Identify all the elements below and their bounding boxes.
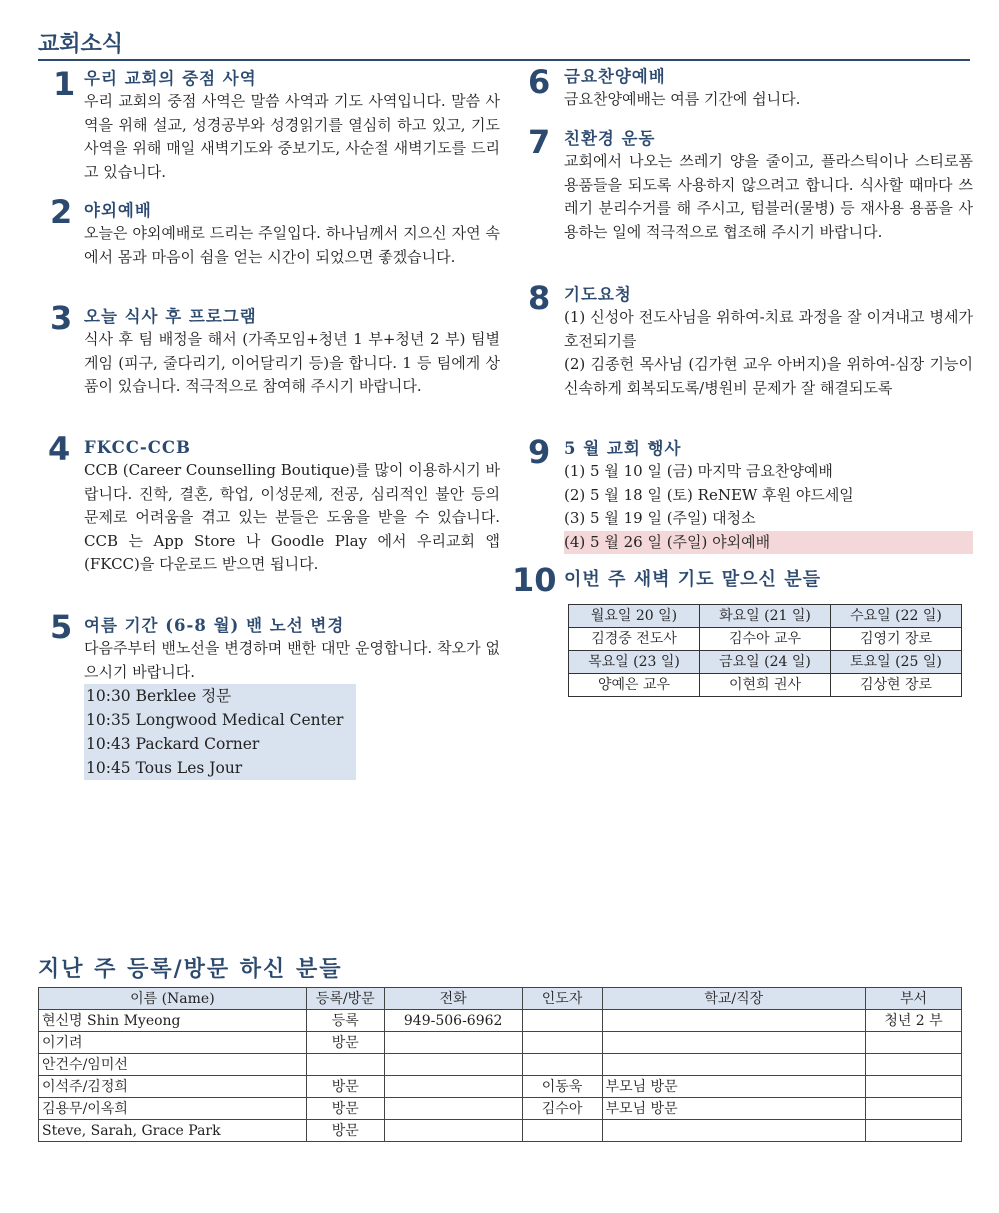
section-2 <box>50 193 500 269</box>
table-cell: Steve, Sarah, Grace Park <box>39 1120 307 1142</box>
table-cell: 화요일 (21 일) <box>700 605 831 628</box>
section-number: 5 <box>50 608 73 646</box>
table-cell: 이기려 <box>39 1032 307 1054</box>
table-cell <box>602 1054 866 1076</box>
table-row <box>39 1054 962 1076</box>
section-4 <box>48 430 500 577</box>
table-cell: 김수아 <box>522 1098 602 1120</box>
section-title: 금요찬양예배 <box>564 67 666 86</box>
event-item: (3) 5 월 19 일 (주일) 대청소 <box>564 509 756 527</box>
section-number: 10 <box>512 561 557 599</box>
section-body: CCB (Career Counselling Boutique)를 많이 이용하시기 바랍니다. 진학, 결혼, 학업, 이성문제, 전공, 심리적인 불안 등의 문제로 어려움을 겪고 있는 분들은 도움을 받을 수 있습니다. CCB 는 App Store 나 Goodle Play 에서 우리교회 앱 (FKCC)을 다운로드 받으면 됩니다. <box>84 461 500 573</box>
table-header-row <box>39 988 962 1010</box>
column-header: 이름 (Name) <box>39 988 307 1010</box>
registration-table <box>38 987 962 1142</box>
table-cell: 청년 2 부 <box>866 1010 962 1032</box>
prayer-item: (1) 신성아 전도사님을 위하여-치료 과정을 잘 이겨내고 병세가 호전되기를 <box>564 308 973 350</box>
table-cell: 월요일 20 일) <box>569 605 700 628</box>
section-body: 오늘은 야외예배로 드리는 주일입다. 하나님께서 지으신 자연 속에서 몸과 마음이 쉼을 얻는 시간이 되었으면 좋겠습니다. <box>84 224 500 266</box>
table-cell: 방문 <box>306 1076 384 1098</box>
table-cell: 방문 <box>306 1098 384 1120</box>
section-title: 여름 기간 (6-8 월) 밴 노선 변경 <box>84 616 345 635</box>
table-cell: 현신명 Shin Myeong <box>39 1010 307 1032</box>
section-number: 2 <box>50 193 73 231</box>
section-10 <box>512 561 973 693</box>
column-header: 전화 <box>384 988 522 1010</box>
column-header: 부서 <box>866 988 962 1010</box>
section-body: 다음주부터 밴노선을 변경하며 밴한 대만 운영합니다. 착오가 없으시기 바랍니다. <box>84 639 500 681</box>
table-cell <box>522 1010 602 1032</box>
table-cell <box>384 1098 522 1120</box>
table-row <box>39 1120 962 1142</box>
table-cell: 김영기 장로 <box>831 628 962 651</box>
table-row <box>569 628 962 651</box>
table-cell: 방문 <box>306 1032 384 1054</box>
section-5 <box>50 608 500 780</box>
section-title: 이번 주 새벽 기도 맡으신 분들 <box>564 569 821 590</box>
table-cell <box>384 1076 522 1098</box>
section-6 <box>528 63 973 112</box>
table-row <box>39 1032 962 1054</box>
section-title: 기도요청 <box>564 285 632 304</box>
section-1 <box>50 65 500 184</box>
section-number: 1 <box>53 65 76 103</box>
schedule-item: 10:30 Berklee 정문 <box>86 687 232 705</box>
table-row <box>39 1098 962 1120</box>
table-cell: 김용무/이옥희 <box>39 1098 307 1120</box>
section-8 <box>528 279 973 400</box>
page-title: 교회소식 <box>38 30 970 61</box>
table-cell: 토요일 (25 일) <box>831 651 962 674</box>
table-cell <box>866 1054 962 1076</box>
column-header: 인도자 <box>522 988 602 1010</box>
table-cell <box>602 1120 866 1142</box>
section-title: 오늘 식사 후 프로그램 <box>84 307 257 326</box>
section-3 <box>50 299 500 399</box>
event-item: (4) 5 월 26 일 (주일) 야외예배 <box>564 531 973 555</box>
table-cell: 949-506-6962 <box>384 1010 522 1032</box>
section-number: 8 <box>528 279 551 317</box>
table-cell: 안건수/임미선 <box>39 1054 307 1076</box>
table-cell: 김상현 장로 <box>831 674 962 697</box>
table-cell <box>384 1032 522 1054</box>
event-item: (1) 5 월 10 일 (금) 마지막 금요찬양예배 <box>564 462 833 480</box>
table-cell <box>522 1032 602 1054</box>
table-row <box>39 1010 962 1032</box>
table-cell: 등록 <box>306 1010 384 1032</box>
section-body: 우리 교회의 중점 사역은 말씀 사역과 기도 사역입니다. 말씀 사역을 위해 설교, 성경공부와 성경읽기를 열심히 하고 있고, 기도 사역을 위해 매일 새벽기도와 중보기도, 사순절 새벽기도를 드리고 있습니다. <box>84 92 500 181</box>
table-row <box>569 651 962 674</box>
table-row <box>39 1076 962 1098</box>
table-cell: 이현희 권사 <box>700 674 831 697</box>
table-cell <box>522 1054 602 1076</box>
table-cell <box>602 1010 866 1032</box>
table-cell: 김수아 교우 <box>700 628 831 651</box>
section-number: 7 <box>528 123 551 161</box>
section-body: 금요찬양예배는 여름 기간에 쉽니다. <box>564 90 801 108</box>
schedule-item: 10:45 Tous Les Jour <box>86 759 243 777</box>
table-row <box>569 674 962 697</box>
table-cell <box>384 1054 522 1076</box>
table-cell <box>866 1076 962 1098</box>
section-title: 야외예배 <box>84 201 152 220</box>
table-cell: 이동욱 <box>522 1076 602 1098</box>
section-number: 4 <box>48 430 71 468</box>
table-cell: 방문 <box>306 1120 384 1142</box>
column-header: 학교/직장 <box>602 988 866 1010</box>
table-cell: 금요일 (24 일) <box>700 651 831 674</box>
table-cell <box>602 1032 866 1054</box>
section-body: 식사 후 팀 배정을 해서 (가족모임+청년 1 부+청년 2 부) 팀별 게임 (피구, 줄다리기, 이어달리기 등)을 합니다. 1 등 팀에게 상품이 있습니다. 적극적으로 참여해 주시기 바랍니다. <box>84 330 500 395</box>
table-cell: 수요일 (22 일) <box>831 605 962 628</box>
section-title: 친환경 운동 <box>564 129 656 148</box>
column-header: 등록/방문 <box>306 988 384 1010</box>
schedule-item: 10:43 Packard Corner <box>86 735 260 753</box>
section-title: FKCC-CCB <box>84 438 191 457</box>
table-cell <box>866 1098 962 1120</box>
table-row <box>569 605 962 628</box>
section-title: 5 월 교회 행사 <box>564 439 682 458</box>
section-7 <box>528 123 973 244</box>
table-cell <box>306 1054 384 1076</box>
table-cell <box>866 1032 962 1054</box>
table-cell: 부모님 방문 <box>602 1076 866 1098</box>
section-number: 6 <box>528 63 551 101</box>
section-number: 3 <box>50 299 73 337</box>
dawn-prayer-table <box>568 604 962 697</box>
section-body: 교회에서 나오는 쓰레기 양을 줄이고, 플라스틱이나 스티로폼 용품들을 되도록 사용하지 않으려고 합니다. 식사할 때마다 쓰레기 분리수거를 해 주시고, 텀블러(물병) 등 재사용 용품을 사용하는 일에 적극적으로 협조해 주시기 바랍니다. <box>564 152 973 241</box>
van-schedule <box>84 684 356 780</box>
event-item: (2) 5 월 18 일 (토) ReNEW 후원 야드세일 <box>564 485 854 504</box>
table-cell: 김경중 전도사 <box>569 628 700 651</box>
section-9 <box>528 433 973 554</box>
schedule-item: 10:35 Longwood Medical Center <box>86 711 344 729</box>
section-number: 9 <box>528 433 551 471</box>
table-cell: 이석주/김정희 <box>39 1076 307 1098</box>
table-cell: 목요일 (23 일) <box>569 651 700 674</box>
table-cell <box>384 1120 522 1142</box>
prayer-item: (2) 김종헌 목사님 (김가현 교우 아버지)을 위하여-심장 기능이 신속하게 회복되도록/병원비 문제가 잘 해결되도록 <box>564 355 973 397</box>
table-cell <box>522 1120 602 1142</box>
registration-title: 지난 주 등록/방문 하신 분들 <box>38 956 343 982</box>
section-title: 우리 교회의 중점 사역 <box>84 69 257 88</box>
table-cell: 부모님 방문 <box>602 1098 866 1120</box>
table-cell <box>866 1120 962 1142</box>
table-cell: 양예은 교우 <box>569 674 700 697</box>
